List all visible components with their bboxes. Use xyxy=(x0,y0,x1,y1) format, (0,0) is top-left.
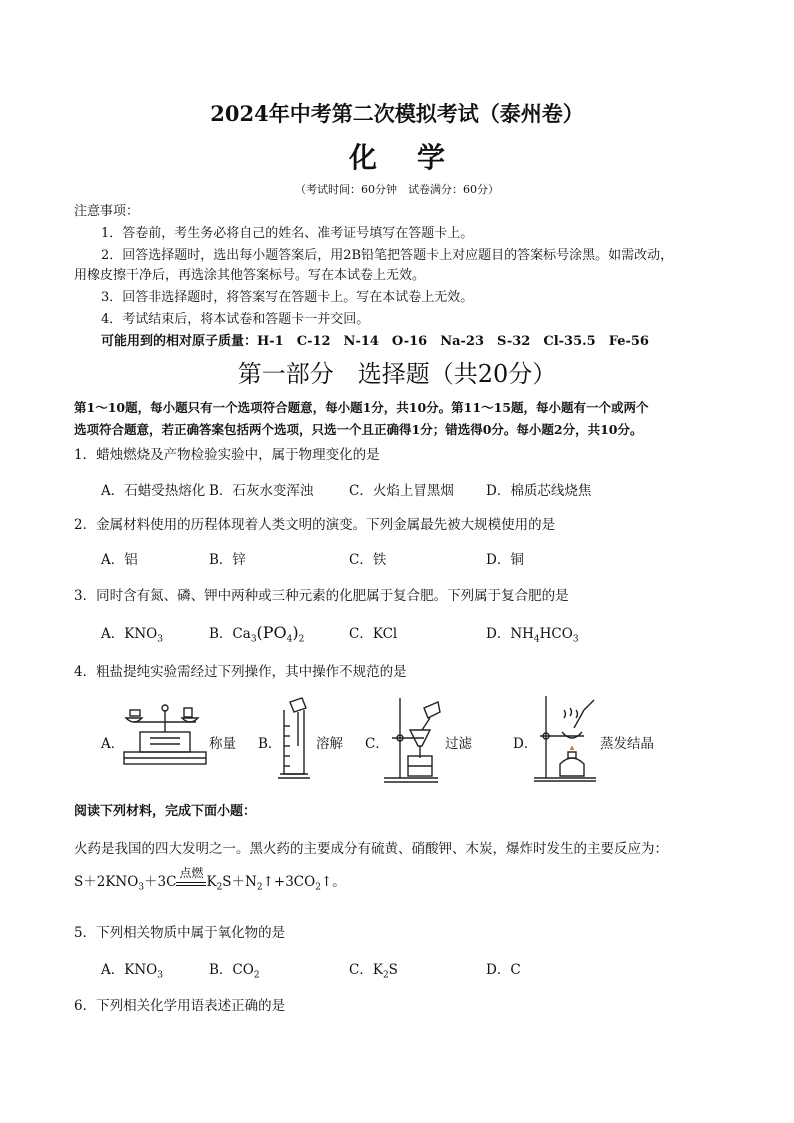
q5-b-label: B． xyxy=(209,962,233,978)
part1-instruction-2: 选项符合题意，若正确答案包括两个选项，只选一个且正确得1分；错选得0分。每小题2分，共10分。 xyxy=(74,422,643,437)
q4-option-c-text: 过滤 xyxy=(445,736,472,752)
q5-option-c xyxy=(349,958,398,981)
eq-part-2: ＋3C xyxy=(144,874,177,890)
graduated-cylinder-figure xyxy=(276,696,316,782)
note-item-1: 1．答卷前，考生务必将自己的姓名、准考证号填写在答题卡上。 xyxy=(101,226,474,241)
note-item-3: 3．回答非选择题时，将答案写在答题卡上。写在本试卷上无效。 xyxy=(101,290,474,305)
q2-option-d: D．铜 xyxy=(486,552,524,568)
flame-icon xyxy=(570,746,574,750)
part1-instruction-1: 第1～10题，每小题只有一个选项符合题意，每小题1分，共10分。第11～15题，每小题有一个或两个 xyxy=(74,400,649,415)
q3-d-sub-2: 3 xyxy=(572,634,579,645)
q3-d-label: D． xyxy=(486,626,511,642)
eq-sub-1: 3 xyxy=(138,882,145,893)
q1-stem: 1．蜡烛燃烧及产物检验实验中，属于物理变化的是 xyxy=(74,447,380,463)
reaction-equation xyxy=(74,866,346,893)
q5-stem: 5．下列相关物质中属于氧化物的是 xyxy=(74,925,286,941)
part1-title: 第一部分 选择题（共20分） xyxy=(237,360,557,388)
q5-b-sub: 2 xyxy=(253,970,260,981)
q3-b-formula-3: ) xyxy=(292,623,299,642)
eq-part-5: ↑+3CO xyxy=(262,874,316,890)
eq-part-6: ↑。 xyxy=(320,874,346,890)
reading-text: 火药是我国的四大发明之一。黑火药的主要成分有硫黄、硝酸钾、木炭，爆炸时发生的主要反应为： xyxy=(74,841,668,857)
q2-option-a: A．铝 xyxy=(101,552,138,568)
q5-c-sub: 2 xyxy=(382,970,389,981)
note-item-4: 4．考试结束后，将本试卷和答题卡一并交回。 xyxy=(101,312,370,327)
q4-option-a-label: A． xyxy=(101,736,125,752)
q1-option-d: D．棉质芯线烧焦 xyxy=(486,483,592,499)
q3-a-sub: 3 xyxy=(157,634,163,645)
q5-d-label: D． xyxy=(486,962,511,978)
q3-d-formula-1: NH xyxy=(510,626,534,642)
q5-option-d xyxy=(486,958,521,978)
q3-c-label: C． xyxy=(349,626,373,642)
subject-title: 化学 xyxy=(348,141,485,174)
filtration-apparatus-figure xyxy=(380,694,442,784)
q1-option-a: A．石蜡受热熔化 xyxy=(101,483,206,499)
q5-a-formula: KNO xyxy=(124,962,158,978)
q3-b-sub-2: 4 xyxy=(286,634,293,645)
q3-a-formula: KNO xyxy=(124,626,158,642)
q2-stem: 2．金属材料使用的历程体现着人类文明的演变。下列金属最先被大规模使用的是 xyxy=(74,517,556,533)
eq-part-1: S＋2KNO xyxy=(74,874,139,890)
notes-heading: 注意事项： xyxy=(74,204,140,219)
q3-option-c xyxy=(349,622,397,642)
q3-b-formula-2: (PO xyxy=(256,623,287,642)
q4-option-d-text: 蒸发结晶 xyxy=(600,736,654,752)
q3-a-label: A． xyxy=(101,626,125,642)
q5-option-b xyxy=(209,958,260,981)
eq-sub-5: 2 xyxy=(315,882,321,893)
exam-info: （考试时间：60分钟 试卷满分：60分） xyxy=(295,183,499,196)
q2-option-c: C．铁 xyxy=(349,552,387,568)
balance-scale-figure xyxy=(120,700,210,770)
q5-d-formula: C xyxy=(510,962,521,978)
eq-part-3: K xyxy=(206,874,217,890)
eq-part-4: S＋N xyxy=(222,874,257,890)
q4-option-d-label: D． xyxy=(513,736,538,752)
q1-option-c: C．火焰上冒黑烟 xyxy=(349,483,454,499)
q4-option-a-text: 称量 xyxy=(209,736,236,752)
q4-option-c-label: C． xyxy=(365,736,389,752)
q3-b-label: B． xyxy=(209,626,233,642)
q3-b-formula-1: Ca xyxy=(232,626,251,642)
q3-option-b xyxy=(209,622,304,645)
q5-c-formula-2: S xyxy=(388,962,398,978)
reading-heading: 阅读下列材料，完成下面小题： xyxy=(74,804,257,819)
eq-sub-4: 2 xyxy=(256,882,263,893)
eq-double-line xyxy=(176,882,206,886)
q5-a-sub: 3 xyxy=(157,970,163,981)
q3-d-sub-1: 4 xyxy=(533,634,540,645)
eq-condition xyxy=(176,866,206,886)
eq-sub-3: 2 xyxy=(216,882,223,893)
q6-stem: 6．下列相关化学用语表述正确的是 xyxy=(74,998,286,1014)
q3-b-sub-3: 2 xyxy=(298,634,305,645)
q5-c-formula-1: K xyxy=(372,962,383,978)
q5-option-a xyxy=(101,958,163,981)
q5-a-label: A． xyxy=(101,962,125,978)
q5-b-formula: CO xyxy=(232,962,254,978)
q2-option-b: B．锌 xyxy=(209,552,246,568)
q1-option-b: B．石灰水变浑浊 xyxy=(209,483,314,499)
q3-option-a xyxy=(101,622,163,645)
q3-option-d xyxy=(486,622,579,645)
q3-b-sub-1: 3 xyxy=(250,634,257,645)
note-item-2-cont: 用橡皮擦干净后，再选涂其他答案标号。写在本试卷上无效。 xyxy=(74,268,426,283)
q3-d-formula-2: HCO xyxy=(539,626,573,642)
q3-c-formula: KCl xyxy=(372,626,398,642)
eq-condition-text: 点燃 xyxy=(179,866,204,880)
evaporation-apparatus-figure xyxy=(532,692,600,784)
q4-option-b-text: 溶解 xyxy=(316,736,343,752)
exam-title: 2024年中考第二次模拟考试（泰州卷） xyxy=(210,101,584,126)
q5-c-label: C． xyxy=(349,962,373,978)
note-item-2: 2．回答选择题时，选出每小题答案后，用2B铅笔把答题卡上对应题目的答案标号涂黑。如需改动， xyxy=(101,248,674,263)
atomic-masses: 可能用到的相对原子质量：H-1 C-12 N-14 O-16 Na-23 S-32 Cl-35.5 Fe-56 xyxy=(101,334,649,349)
q4-option-b-label: B． xyxy=(258,736,282,752)
q4-stem: 4．粗盐提纯实验需经过下列操作，其中操作不规范的是 xyxy=(74,664,407,680)
q3-stem: 3．同时含有氮、磷、钾中两种或三种元素的化肥属于复合肥。下列属于复合肥的是 xyxy=(74,588,569,604)
